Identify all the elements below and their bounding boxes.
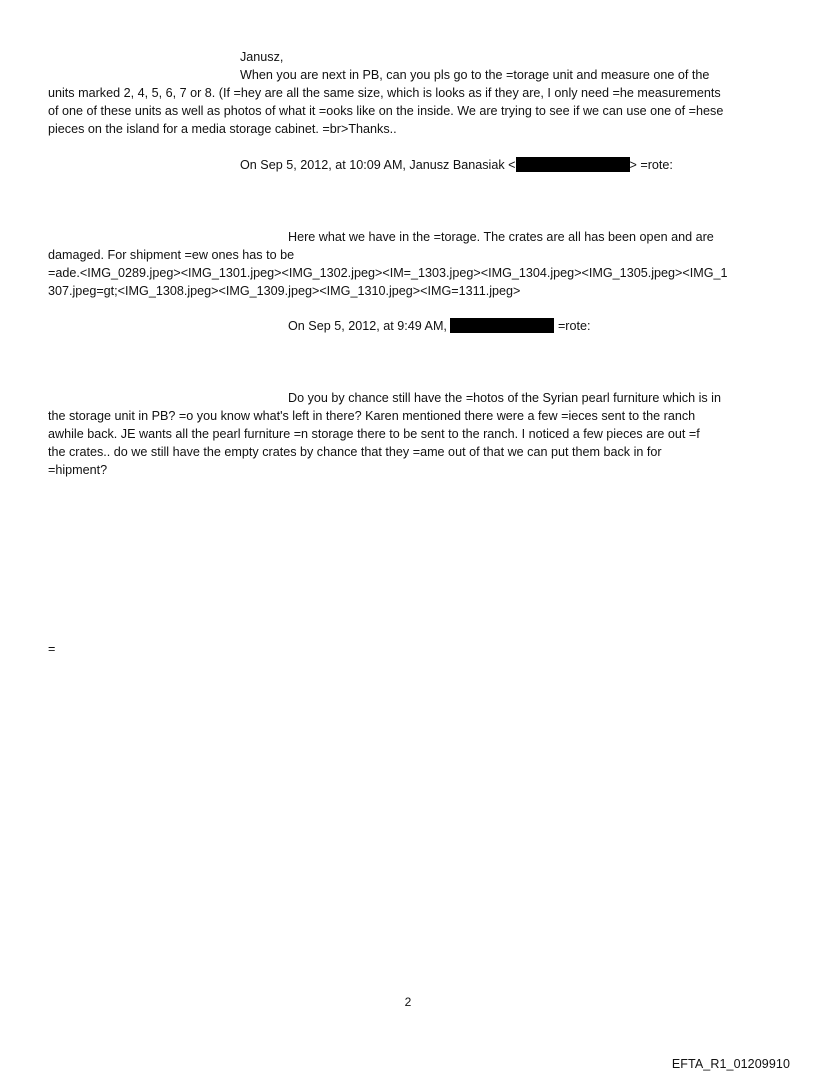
message-janusz-request (48, 48, 774, 138)
quote-header-prefix: On Sep 5, 2012, at 9:49 AM, (288, 319, 447, 333)
body-line: damaged. For shipment =ew ones has to be (48, 248, 295, 262)
redacted-email-block (516, 157, 630, 172)
quote-header-1 (48, 156, 774, 174)
message-storage-crates (48, 228, 774, 300)
page-number: 2 (404, 995, 412, 1009)
body-line: the crates.. do we still have the empty crates by chance that they =ame out of that we can put them back in for (48, 445, 662, 459)
body-line: When you are next in PB, can you pls go to the =torage unit and measure one of the (240, 68, 710, 82)
message-pearl-furniture (48, 389, 774, 479)
salutation: Janusz, (240, 50, 284, 64)
body-line: units marked 2, 4, 5, 6, 7 or 8. (If =hey are all the same size, which is looks as if they are, I only need =he measurements (48, 86, 721, 100)
redacted-name-block (450, 318, 554, 333)
body-line: =ade.<IMG_0289.jpeg><IMG_1301.jpeg><IMG_1302.jpeg><IM=_1303.jpeg><IMG_1304.jpeg><IMG_1305.jpeg><IMG_1 (48, 266, 728, 280)
quote-header-prefix: On Sep 5, 2012, at 10:09 AM, Janusz Banasiak < (240, 158, 516, 172)
body-line: Do you by chance still have the =hotos of the Syrian pearl furniture which is in (288, 391, 721, 405)
body-line: =hipment? (48, 463, 108, 477)
quote-header-suffix: > =rote: (629, 158, 673, 172)
body-line: 307.jpeg=gt;<IMG_1308.jpeg><IMG_1309.jpeg><IMG_1310.jpeg><IMG=1311.jpeg> (48, 284, 521, 298)
body-line: the storage unit in PB? =o you know what's left in there? Karen mentioned there were a few =ieces sent to the ranch (48, 409, 696, 423)
quote-header-suffix: =rote: (557, 319, 591, 333)
stray-character: = (48, 642, 56, 656)
body-line: Here what we have in the =torage. The crates are all has been open and are (288, 230, 714, 244)
document-id: EFTA_R1_01209910 (671, 1057, 790, 1071)
body-line: awhile back. JE wants all the pearl furniture =n storage there to be sent to the ranch. I noticed a few pieces are out =f (48, 427, 700, 441)
body-line: pieces on the island for a media storage cabinet. =br>Thanks.. (48, 122, 397, 136)
body-line: of one of these units as well as photos of what it =ooks like on the inside. We are trying to see if we can use one of =hese (48, 104, 724, 118)
quote-header-2 (48, 317, 774, 335)
